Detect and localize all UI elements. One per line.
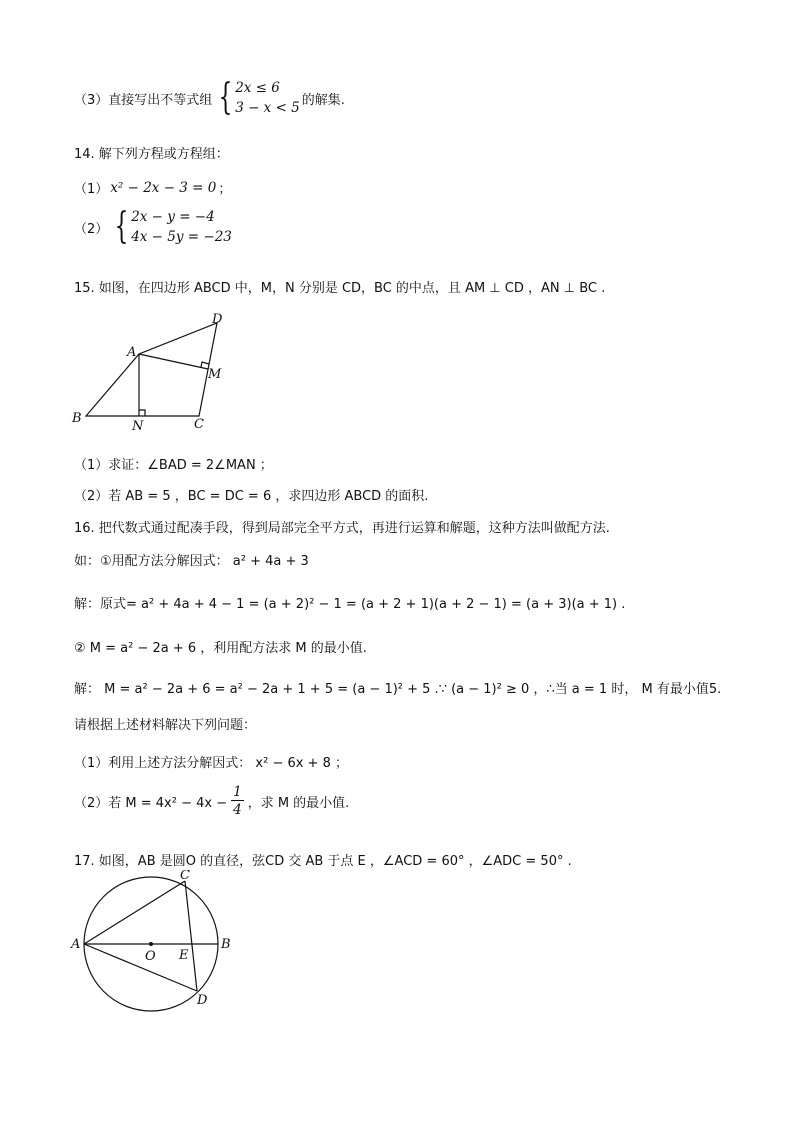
q16-title: 16. 把代数式通过配凑手段，得到局部完全平方式，再进行运算和解题，这种方法叫做配方法. [74, 521, 610, 536]
label-a: A [71, 937, 81, 952]
q13-inequality-system [214, 77, 300, 118]
q16-example1: 如：①用配方法分解因式： a² + 4a + 3 [74, 554, 309, 569]
q14-equation-system [110, 206, 232, 247]
equation-row-2: 4x − 5y = −23 [131, 229, 232, 245]
q16-example2: ② M = a² − 2a + 6 ，利用配方法求 M 的最小值. [74, 641, 367, 656]
q14-part1-equation: x² − 2x − 3 = 0 [110, 179, 217, 196]
q16-solution2: 解： M = a² − 2a + 6 = a² − 2a + 1 + 5 = (a − 1)² + 5 .∵ (a − 1)² ≥ 0 ，∴当 a = 1 时， M 有最小值5. [74, 682, 722, 697]
q17-title: 17. 如图，AB 是圆O 的直径，弦CD 交 AB 于点 E ，∠ACD = 60° ，∠ADC = 50° . [74, 854, 572, 869]
quadrilateral-abcd [86, 323, 217, 416]
label-d: D [212, 312, 223, 327]
q14-part2-label: （2） [74, 221, 109, 237]
q16-solution1: 解：原式= a² + 4a + 4 − 1 = (a + 2)² − 1 = (a + 2 + 1)(a + 2 − 1) = (a + 3)(a + 1) . [74, 597, 626, 612]
equation-row-1: 2x − y = −4 [131, 209, 215, 225]
label-d: D [197, 993, 208, 1008]
q14-part1-label: （1） [74, 182, 109, 197]
chord-cd [185, 881, 197, 991]
segment-am [139, 354, 208, 369]
q14-title: 14. 解下列方程或方程组： [74, 147, 229, 162]
label-n: N [132, 419, 144, 433]
center-point-o [149, 942, 153, 946]
inequality-row-1: 2x ≤ 6 [235, 80, 280, 96]
fraction-numerator: 1 [233, 784, 242, 800]
fraction-one-quarter [231, 785, 244, 818]
chord-ac [84, 881, 185, 944]
q14-part1 [74, 178, 231, 197]
q14-part2 [74, 206, 232, 247]
label-a: A [127, 345, 137, 360]
q15-quadrilateral-figure [68, 308, 238, 433]
fraction-denominator: 4 [233, 801, 242, 818]
q17-circle-figure [68, 870, 238, 1015]
label-o: O [145, 949, 156, 964]
q13-part3 [74, 77, 345, 118]
q16-part2-pre: （2）若 M = 4x² − 4x − [74, 795, 228, 811]
left-brace: { [218, 77, 233, 118]
q16-instruction: 请根据上述材料解决下列问题： [74, 718, 257, 733]
right-angle-mark-n [139, 410, 145, 416]
label-b: B [221, 937, 231, 952]
inequality-row-2: 3 − x < 5 [235, 100, 300, 116]
label-c: C [180, 870, 190, 883]
q13-part3-label: （3）直接写出不等式组 [74, 92, 213, 108]
q13-part3-tail: 的解集. [301, 92, 345, 108]
q15-part2: （2）若 AB = 5 ，BC = DC = 6 ，求四边形 ABCD 的面积. [74, 489, 429, 504]
q16-part2-post: ，求 M 的最小值. [247, 795, 350, 811]
q15-part1: （1）求证：∠BAD = 2∠MAN ； [74, 458, 273, 473]
left-brace: { [114, 206, 129, 247]
label-m: M [208, 367, 222, 382]
q16-part1: （1）利用上述方法分解因式： x² − 6x + 8 ； [74, 756, 348, 771]
label-b: B [72, 411, 82, 426]
q16-part2 [74, 785, 349, 818]
q15-title: 15. 如图，在四边形 ABCD 中，M，N 分别是 CD，BC 的中点，且 AM ⊥ CD ，AN ⊥ BC . [74, 281, 606, 296]
label-e: E [179, 948, 189, 963]
label-c: C [194, 417, 204, 432]
q14-part1-end: ； [218, 182, 232, 197]
